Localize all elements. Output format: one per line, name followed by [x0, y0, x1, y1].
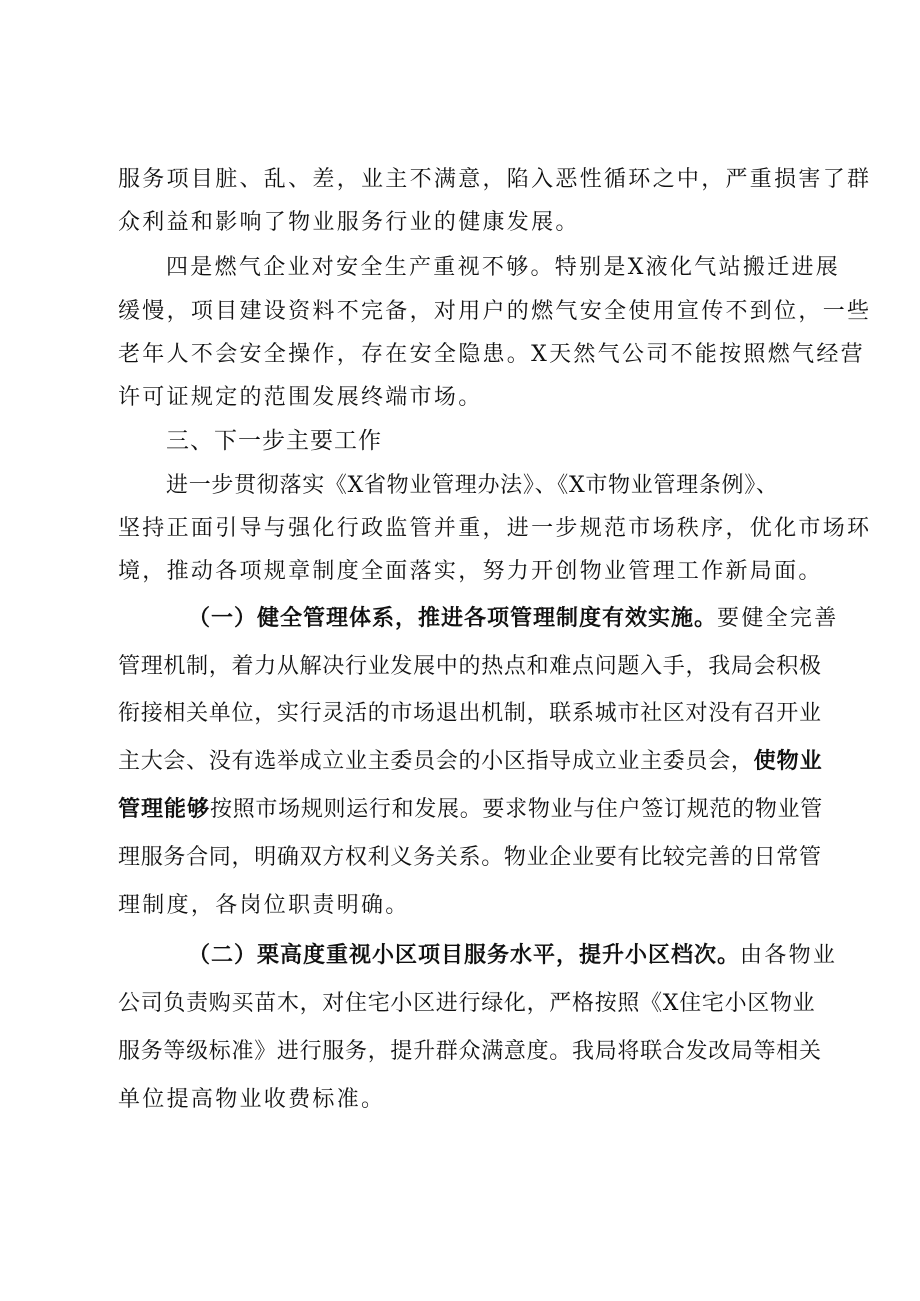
line-text: 坚持正面引导与强化行政监管并重，进一步规范市场秩序，优化市场环 — [118, 516, 872, 541]
line-text: 四是燃气企业对安全生产重视不够。特别是X液化气站搬迁进展 — [166, 255, 841, 280]
line-text: 衔接相关单位，实行灵活的市场退出机制，联系城市社区对没有召开业 — [118, 701, 822, 726]
subsection-title: （二）栗高度重视小区项目服务水平，提升小区档次。 — [188, 943, 741, 968]
line-text: 公司负责购买苗木，对住宅小区进行绿化，严格按照《X住宅小区物业 — [118, 991, 816, 1016]
body-line — [118, 699, 828, 729]
body-line — [118, 557, 828, 587]
line-text: 管理机制，着力从解决行业发展中的热点和难点问题入手，我局会积极 — [118, 654, 822, 679]
body-line — [118, 891, 828, 921]
body-line — [118, 208, 828, 238]
body-line — [118, 652, 828, 682]
line-text: 理服务合同，明确双方权利义务关系。物业企业要有比较完善的日常管 — [118, 845, 822, 870]
line-text: 老年人不会安全操作，存在安全隐患。X天然气公司不能按照燃气经营 — [118, 342, 865, 367]
line-text: 服务项目脏、乱、差，业主不满意，陷入恶性循环之中，严重损害了群 — [118, 167, 872, 192]
subsection-first-line — [188, 604, 839, 634]
body-line — [118, 843, 828, 873]
section-heading — [166, 426, 876, 456]
body-line — [118, 383, 828, 413]
line-text: 单位提高物业收费标准。 — [118, 1087, 386, 1112]
line-text: 要健全完善 — [717, 606, 839, 631]
body-line — [118, 340, 865, 370]
line-text: 众利益和影响了物业服务行业的健康发展。 — [118, 210, 580, 235]
body-line — [118, 747, 828, 777]
heading-text: 三、下一步主要工作 — [166, 428, 382, 454]
line-text: 进一步贯彻落实《X省物业管理办法》、《X市物业管理条例》、 — [166, 473, 779, 498]
body-line — [118, 795, 828, 825]
emphasis-text: 管理能够 — [118, 797, 211, 822]
line-text: 主大会、没有选举成立业主委员会的小区指导成立业主委员会， — [118, 749, 754, 774]
body-line — [118, 514, 872, 544]
line-text: 许可证规定的范围发展终端市场。 — [118, 385, 483, 410]
paragraph-first-line — [166, 253, 841, 283]
body-line — [118, 989, 828, 1019]
subsection-first-line — [188, 941, 838, 971]
body-line — [118, 1037, 828, 1067]
paragraph-first-line — [166, 471, 828, 501]
emphasis-text: 使物业 — [753, 749, 823, 774]
body-line — [118, 297, 872, 327]
line-text: 理制度，各岗位职责明确。 — [118, 893, 410, 918]
line-text: 按照市场规则运行和发展。要求物业与住户签订规范的物业管 — [210, 797, 823, 822]
body-line — [118, 165, 872, 195]
line-text: 境，推动各项规章制度全面落实，努力开创物业管理工作新局面。 — [118, 559, 823, 584]
subsection-title: （一）健全管理体系，推进各项管理制度有效实施。 — [188, 606, 718, 631]
body-line — [118, 1085, 828, 1115]
line-text: 缓慢，项目建设资料不完备，对用户的燃气安全使用宣传不到位，一些 — [118, 299, 872, 324]
line-text: 服务等级标准》进行服务，提升群众满意度。我局将联合发改局等相关 — [118, 1039, 822, 1064]
line-text: 由各物业 — [740, 943, 838, 968]
